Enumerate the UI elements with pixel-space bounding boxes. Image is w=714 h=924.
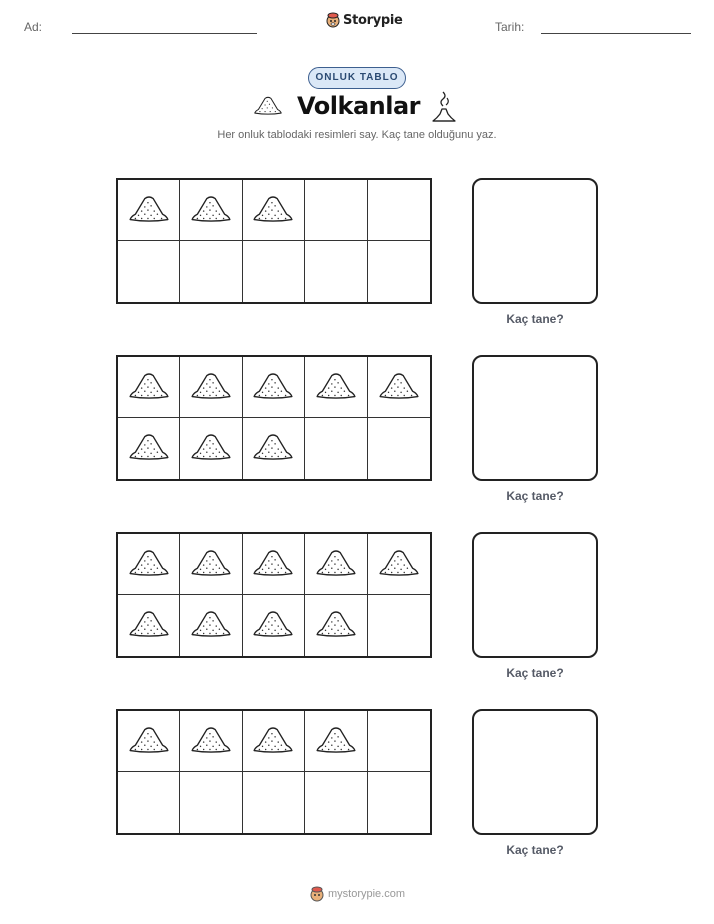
frame-cell xyxy=(305,357,367,418)
date-label: Tarih: xyxy=(495,20,525,34)
frame-cell xyxy=(243,180,305,241)
frame-cell xyxy=(368,595,430,656)
answer-box[interactable] xyxy=(472,355,598,481)
category-badge: ONLUK TABLO xyxy=(308,67,406,89)
frame-cell xyxy=(118,180,180,241)
frame-cell xyxy=(180,595,242,656)
frame-cell xyxy=(118,357,180,418)
answer-box[interactable] xyxy=(472,709,598,835)
frame-cell xyxy=(305,418,367,479)
frame-cell xyxy=(180,772,242,833)
frame-cell xyxy=(243,418,305,479)
answer-label: Kaç tane? xyxy=(506,312,564,326)
frame-cell xyxy=(180,357,242,418)
volcano-icon xyxy=(189,192,233,229)
name-label: Ad: xyxy=(24,20,43,34)
ten-frame xyxy=(116,532,432,658)
frame-cell xyxy=(305,595,367,656)
volcano-icon xyxy=(127,192,171,229)
volcano-icon xyxy=(251,607,295,644)
ten-frame xyxy=(116,709,432,835)
frame-cell xyxy=(243,595,305,656)
frame-cell xyxy=(368,772,430,833)
volcano-icon xyxy=(189,723,233,760)
volcano-icon xyxy=(127,723,171,760)
title-row xyxy=(0,90,714,126)
volcano-icon xyxy=(189,430,233,467)
frame-cell xyxy=(305,711,367,772)
frame-cell xyxy=(305,180,367,241)
smoking-volcano-icon xyxy=(431,90,457,124)
frame-cell xyxy=(118,772,180,833)
frame-cell xyxy=(180,711,242,772)
frame-cell xyxy=(243,711,305,772)
frame-cell xyxy=(243,534,305,595)
frame-cell xyxy=(368,534,430,595)
frame-cell xyxy=(243,241,305,302)
volcano-icon xyxy=(252,94,284,116)
name-field[interactable] xyxy=(72,33,257,34)
frame-cell xyxy=(180,418,242,479)
volcano-icon xyxy=(127,546,171,583)
volcano-icon xyxy=(127,430,171,467)
frame-cell xyxy=(180,241,242,302)
answer-label: Kaç tane? xyxy=(506,843,564,857)
volcano-icon xyxy=(127,607,171,644)
volcano-icon xyxy=(127,369,171,406)
volcano-icon xyxy=(251,369,295,406)
volcano-icon xyxy=(189,607,233,644)
volcano-icon xyxy=(189,369,233,406)
frame-cell xyxy=(180,180,242,241)
volcano-icon xyxy=(377,369,421,406)
mascot-icon xyxy=(310,886,324,902)
frame-cell xyxy=(118,534,180,595)
frame-cell xyxy=(305,772,367,833)
frame-cell xyxy=(243,772,305,833)
frame-cell xyxy=(118,595,180,656)
frame-cell xyxy=(180,534,242,595)
frame-cell xyxy=(368,357,430,418)
frame-cell xyxy=(118,418,180,479)
volcano-icon xyxy=(314,369,358,406)
frame-cell xyxy=(243,357,305,418)
frame-cell xyxy=(305,241,367,302)
frame-cell xyxy=(305,534,367,595)
volcano-icon xyxy=(314,723,358,760)
volcano-icon xyxy=(251,430,295,467)
frame-cell xyxy=(368,711,430,772)
frame-cell xyxy=(368,180,430,241)
volcano-icon xyxy=(314,546,358,583)
answer-label: Kaç tane? xyxy=(506,666,564,680)
page-title: Volkanlar xyxy=(297,92,420,120)
ten-frame xyxy=(116,178,432,304)
volcano-icon xyxy=(251,546,295,583)
brand-name: Storypie xyxy=(343,12,403,28)
date-field[interactable] xyxy=(541,33,691,34)
frame-cell xyxy=(368,418,430,479)
answer-box[interactable] xyxy=(472,178,598,304)
frame-cell xyxy=(118,711,180,772)
ten-frame xyxy=(116,355,432,481)
brand-logo xyxy=(326,12,403,28)
frame-cell xyxy=(118,241,180,302)
footer-url: mystorypie.com xyxy=(328,888,406,900)
answer-label: Kaç tane? xyxy=(506,489,564,503)
volcano-icon xyxy=(251,192,295,229)
volcano-icon xyxy=(314,607,358,644)
mascot-icon xyxy=(326,12,340,28)
answer-box[interactable] xyxy=(472,532,598,658)
volcano-icon xyxy=(189,546,233,583)
footer xyxy=(310,886,405,902)
instructions: Her onluk tablodaki resimleri say. Kaç tane olduğunu yaz. xyxy=(217,129,497,141)
volcano-icon xyxy=(251,723,295,760)
volcano-icon xyxy=(377,546,421,583)
frame-cell xyxy=(368,241,430,302)
